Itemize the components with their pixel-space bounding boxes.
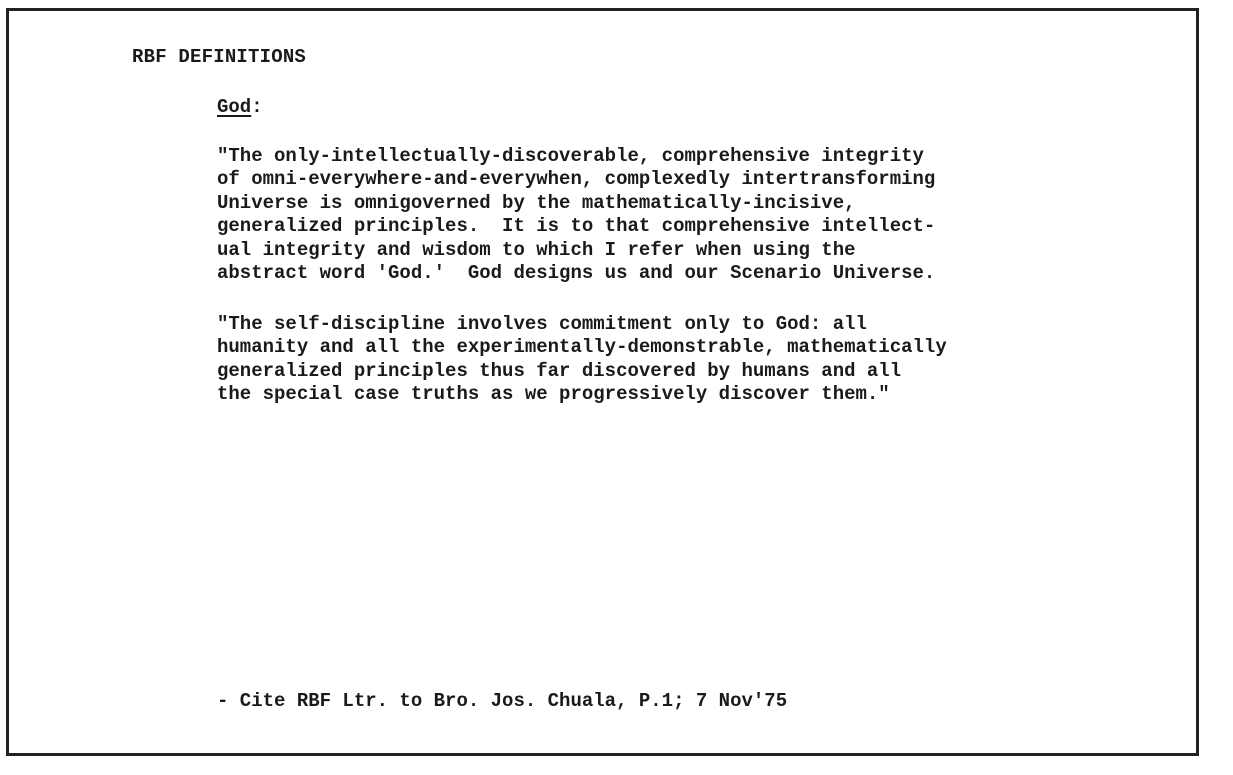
paragraph-line: ual integrity and wisdom to which I refer when using the <box>217 238 856 261</box>
paragraph-line: the special case truths as we progressively discover them." <box>217 383 890 406</box>
defined-term <box>217 96 263 118</box>
paragraph-line: abstract word 'God.' God designs us and our Scenario Universe. <box>217 262 936 285</box>
paragraph-line: "The self-discipline involves commitment only to God: all <box>217 313 867 335</box>
document-heading: RBF DEFINITIONS <box>132 46 307 68</box>
paragraph-line: humanity and all the experimentally-demonstrable, mathematically <box>217 336 947 359</box>
paragraph-line: of omni-everywhere-and-everywhen, complexedly intertransforming <box>217 168 936 191</box>
term-word: God <box>217 96 252 118</box>
citation: - Cite RBF Ltr. to Bro. Jos. Chuala, P.1; 7 Nov'75 <box>217 690 788 712</box>
paragraph-line: generalized principles thus far discovered by humans and all <box>217 359 902 382</box>
term-colon: : <box>251 96 263 118</box>
paragraph-line: Universe is omnigoverned by the mathematically-incisive, <box>217 191 856 214</box>
definition-paragraph-2 <box>217 313 947 407</box>
paragraph-line: "The only-intellectually-discoverable, comprehensive integrity <box>217 145 924 167</box>
definition-paragraph-1 <box>217 145 935 285</box>
paragraph-line: generalized principles. It is to that comprehensive intellect- <box>217 215 936 238</box>
